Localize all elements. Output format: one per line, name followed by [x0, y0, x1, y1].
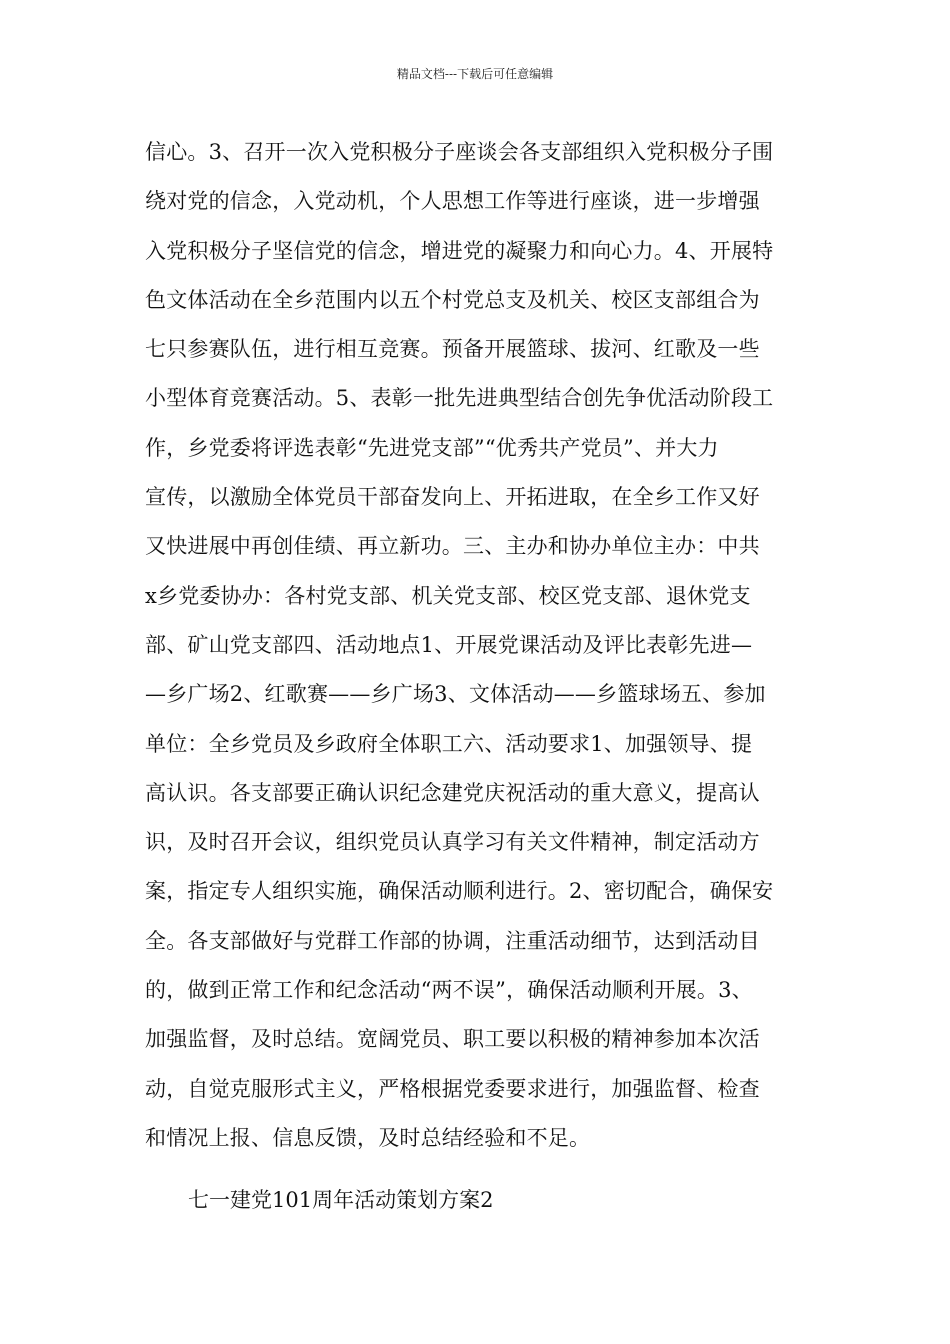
text-line: —乡广场2、红歌赛——乡广场3、文体活动——乡篮球场五、参加 — [145, 682, 766, 707]
text-line: 加强监督，及时总结。宽阔党员、职工要以积极的精神参加本次活 — [145, 1027, 760, 1052]
text-line: 单位：全乡党员及乡政府全体职工六、活动要求1、加强领导、提 — [145, 731, 753, 756]
text-line: 宣传，以激励全体党员干部奋发向上、开拓进取，在全乡工作又好 — [145, 485, 760, 510]
text-line: 七只参赛队伍，进行相互竞赛。预备开展篮球、拔河、红歌及一些 — [145, 337, 760, 362]
text-line: 识，及时召开会议，组织党员认真学习有关文件精神，制定活动方 — [145, 830, 760, 855]
text-line: 部、矿山党支部四、活动地点1、开展党课活动及评比表彰先进— — [145, 632, 753, 657]
text-line: 作，乡党委将评选表彰“先进党支部”“优秀共产党员”、并大力 — [145, 435, 719, 460]
text-line: 全。各支部做好与党群工作部的协调，注重活动细节，达到活动目 — [145, 928, 760, 953]
text-line: 动，自觉克服形式主义，严格根据党委要求进行，加强监督、检查 — [145, 1076, 760, 1101]
text-line: 绕对党的信念，入党动机，个人思想工作等进行座谈，进一步增强 — [145, 189, 760, 214]
text-line: 的，做到正常工作和纪念活动“两不误”，确保活动顺利开展。3、 — [145, 978, 753, 1003]
page-header: 精品文档---下载后可任意编辑 — [396, 67, 554, 81]
text-line: x乡党委协办：各村党支部、机关党支部、校区党支部、退休党支 — [145, 583, 751, 608]
text-line: 信心。3、召开一次入党积极分子座谈会各支部组织入党积极分子围 — [145, 140, 774, 164]
text-line: 小型体育竞赛活动。5、表彰一批先进典型结合创先争优活动阶段工 — [145, 386, 774, 411]
body-paragraph — [145, 134, 813, 1169]
section-title: 七一建党101周年活动策划方案2 — [188, 1188, 494, 1212]
text-line: 又快进展中再创佳绩、再立新功。三、主办和协办单位主办：中共 — [145, 534, 760, 559]
text-line: 高认识。各支部要正确认识纪念建党庆祝活动的重大意义，提高认 — [145, 780, 760, 805]
text-line: 案，指定专人组织实施，确保活动顺利进行。2、密切配合，确保安 — [145, 879, 774, 904]
text-line: 和情况上报、信息反馈，及时总结经验和不足。 — [145, 1125, 591, 1150]
text-line: 入党积极分子坚信党的信念，增进党的凝聚力和向心力。4、开展特 — [145, 238, 774, 263]
text-line: 色文体活动在全乡范围内以五个村党总支及机关、校区支部组合为 — [145, 287, 760, 312]
